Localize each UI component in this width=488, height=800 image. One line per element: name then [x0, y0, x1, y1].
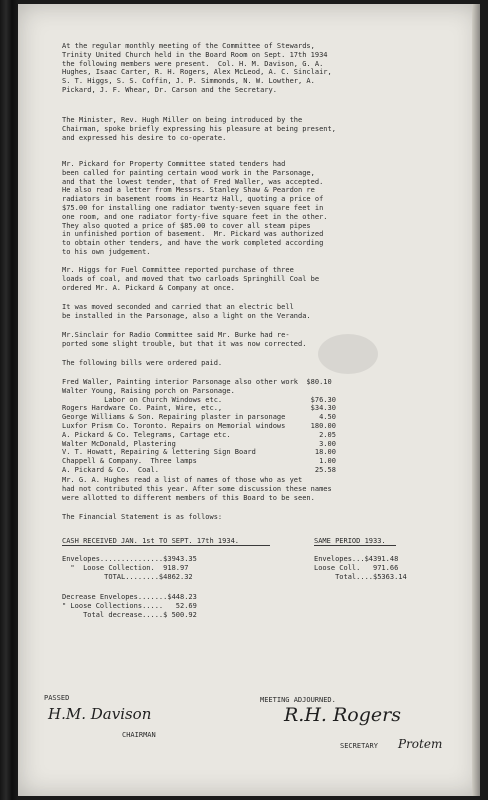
- paragraph-contributors: Mr. G. A. Hughes read a list of names of those who as yet had not contributed this year. After some discussion these names were allotted to different members of this Board to be seen.: [62, 476, 332, 502]
- secretary-signature: R.H. Rogers: [284, 704, 401, 726]
- passed-label: PASSED: [44, 694, 70, 702]
- decrease-figures: Decrease Envelopes.......$448.23 " Loose Collections..... 52.69 Total decrease.....$ 500.92: [62, 593, 197, 619]
- cash-received-figures: Envelopes...............$3943.35 " Loose Collection. 918.97 TOTAL........$4862.32: [62, 555, 197, 581]
- page-edge: [472, 4, 480, 796]
- protem-note: Protem: [398, 737, 443, 751]
- paragraph-property: Mr. Pickard for Property Committee stated tenders had been called for painting certain wood work in the Parsonage, and that the lowest tender, that of Fred Waller, was accepted. He also read a letter from Messrs. Stanley Shaw & Peardon re radiators in basement rooms in Heartz Hall, quoting a price of $75.00 for installing one radiator twenty-seven square feet in one room, and one radiator forty-five square feet in the other. They also quoted a price of $85.00 to cover all steam pipes in unfinished portion of basement. Mr. Pickard was authorized to obtain other tenders, and have the work completed according to his own judgement.: [62, 160, 328, 256]
- paragraph-financial-intro: The Financial Statement is as follows:: [62, 513, 223, 521]
- same-period-figures: Envelopes...$4391.48 Loose Coll. 971.66 Total....$5363.14: [314, 555, 407, 581]
- secretary-label: SECRETARY: [340, 742, 378, 750]
- bills-list: Fred Waller, Painting interior Parsonage also other work $80.10 Walter Young, Raising porch on Parsonage. Labor on Church Windows etc. $76.30 Rogers Hardware Co. Paint, Wire, etc., $34.30 George Williams & Son. Repairing plaster in parsonage 4.50 Luxfor Prism Co. Toronto. Repairs on Memorial windows 180.00 A. Pickard & Co. Telegrams, Cartage etc. 2.05 Walter McDonald, Plastering 3.00 V. T. Howatt, Repairing & lettering Sign Board 18.00 Chappell & Company. Three lamps 1.00 A. Pickard & Co. Coal. 25.58: [62, 378, 336, 474]
- paragraph-bills-intro: The following bills were ordered paid.: [62, 359, 223, 367]
- paragraph-fuel: Mr. Higgs for Fuel Committee reported purchase of three loads of coal, and moved that two carloads Springhill Coal be ordered Mr. A. Pickard & Company at once.: [62, 266, 320, 292]
- paragraph-minister: The Minister, Rev. Hugh Miller on being introduced by the Chairman, spoke briefly expressing his pleasure at being present, and expressed his desire to co-operate.: [62, 116, 336, 142]
- document-page: [18, 4, 480, 796]
- paragraph-attendance: At the regular monthly meeting of the Committee of Stewards, Trinity United Church held in the Board Room on Sept. 17th 1934 the following members were present. Col. H. M. Davison, G. A. Hughes, Isaac Carter, R. H. Rogers, Alex McLeod, A. C. Sinclair, S. T. Higgs, S. S. Coffin, J. P. Simmonds, N. W. Lowther, A. Pickard, J. F. Whear, Dr. Carson and the Secretary.: [62, 42, 332, 94]
- cash-received-heading: CASH RECEIVED JAN. 1st TO SEPT. 17th 1934.: [62, 537, 240, 545]
- heading-underline: [62, 545, 270, 546]
- meeting-adjourned-label: MEETING ADJOURNED.: [260, 696, 336, 704]
- heading-underline: [314, 545, 396, 546]
- chairman-label: CHAIRMAN: [122, 731, 156, 739]
- chairman-signature: H.M. Davison: [48, 705, 152, 723]
- paragraph-radio: Mr.Sinclair for Radio Committee said Mr. Burke had re- ported some slight trouble, but that it was now corrected.: [62, 331, 307, 348]
- paragraph-electric-bell: It was moved seconded and carried that an electric bell be installed in the Parsonage, also a light on the Veranda.: [62, 303, 311, 320]
- same-period-heading: SAME PERIOD 1933.: [314, 537, 386, 545]
